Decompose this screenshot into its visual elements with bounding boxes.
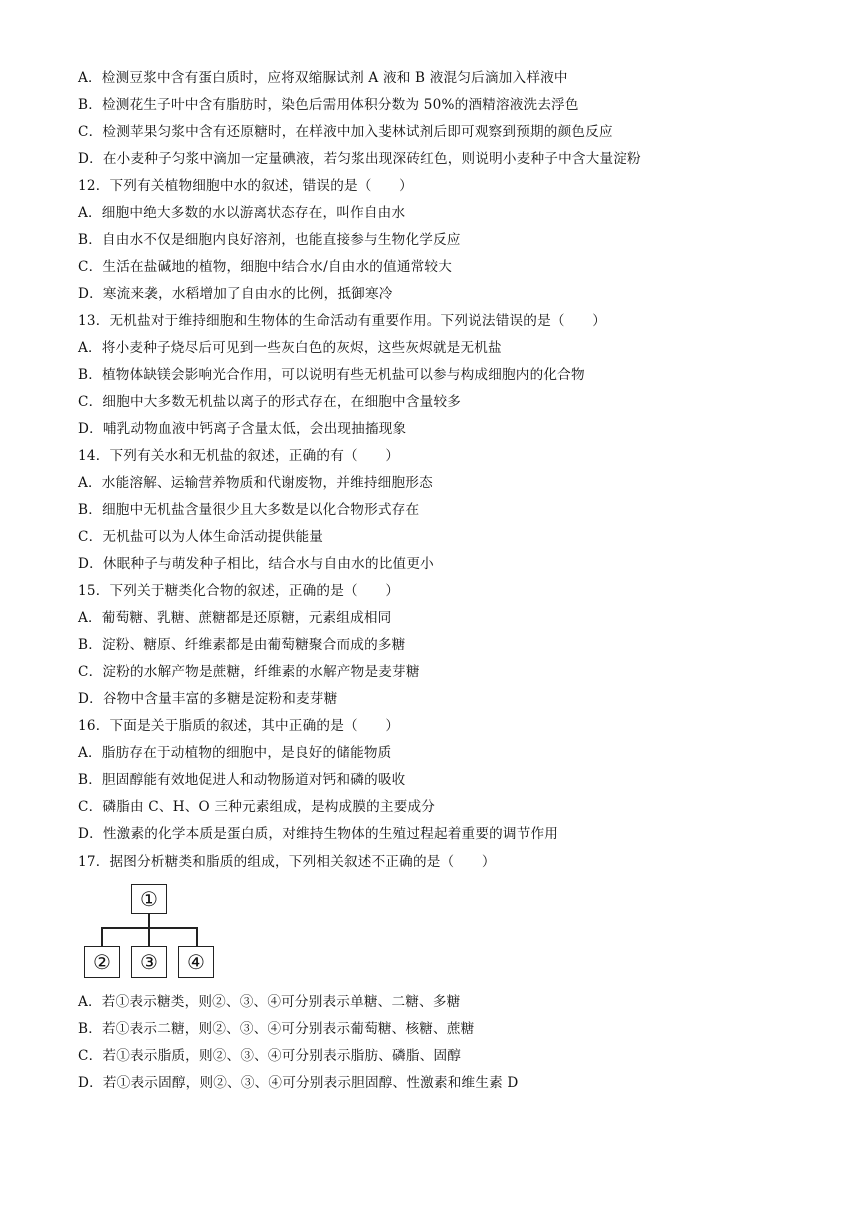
q13-option-a: A．将小麦种子烧尽后可见到一些灰白色的灰烬，这些灰烬就是无机盐 [78, 340, 502, 356]
diagram-top-box: ① [131, 884, 167, 914]
q15-stem: 15．下列关于糖类化合物的叙述，正确的是（ ） [78, 583, 400, 599]
q12-option-a: A．细胞中绝大多数的水以游离状态存在，叫作自由水 [78, 205, 406, 221]
q11-option-a: A．检测豆浆中含有蛋白质时，应将双缩脲试剂 A 液和 B 液混匀后滴加入样液中 [78, 70, 568, 86]
q17-option-a: A．若①表示糖类，则②、③、④可分别表示单糖、二糖、多糖 [78, 994, 461, 1010]
q13-option-d: D．哺乳动物血液中钙离子含量太低，会出现抽搐现象 [78, 421, 407, 437]
q14-stem: 14．下列有关水和无机盐的叙述，正确的有（ ） [78, 448, 400, 464]
q15-option-d: D．谷物中含量丰富的多糖是淀粉和麦芽糖 [78, 691, 338, 707]
q17-option-d: D．若①表示固醇，则②、③、④可分别表示胆固醇、性激素和维生素 D [78, 1075, 519, 1091]
q16-option-a: A．脂肪存在于动植物的细胞中，是良好的储能物质 [78, 745, 392, 761]
q12-stem: 12．下列有关植物细胞中水的叙述，错误的是（ ） [78, 178, 413, 194]
q14-option-a: A．水能溶解、运输营养物质和代谢废物，并维持细胞形态 [78, 475, 433, 491]
q16-option-c: C．磷脂由 C、H、O 三种元素组成，是构成膜的主要成分 [78, 799, 436, 815]
q16-option-b: B．胆固醇能有效地促进人和动物肠道对钙和磷的吸收 [78, 772, 406, 788]
q13-option-c: C．细胞中大多数无机盐以离子的形式存在，在细胞中含量较多 [78, 394, 462, 410]
q12-option-b: B．自由水不仅是细胞内良好溶剂，也能直接参与生物化学反应 [78, 232, 461, 248]
diagram-stem-line [148, 914, 150, 927]
diagram-child-box-4: ④ [178, 946, 214, 978]
q16-option-d: D．性激素的化学本质是蛋白质，对维持生物体的生殖过程起着重要的调节作用 [78, 826, 559, 842]
q14-option-c: C．无机盐可以为人体生命活动提供能量 [78, 529, 324, 545]
q13-stem: 13．无机盐对于维持细胞和生物体的生命活动有重要作用。下列说法错误的是（ ） [78, 313, 607, 329]
diagram-child-box-2: ② [84, 946, 120, 978]
q12-option-c: C．生活在盐碱地的植物，细胞中结合水/自由水的值通常较大 [78, 259, 453, 275]
q17-option-b: B．若①表示二糖，则②、③、④可分别表示葡萄糖、核糖、蔗糖 [78, 1021, 475, 1037]
q12-option-d: D．寒流来袭，水稻增加了自由水的比例，抵御寒冷 [78, 286, 393, 302]
diagram-right-drop-line [196, 927, 198, 946]
q15-option-b: B．淀粉、糖原、纤维素都是由葡萄糖聚合而成的多糖 [78, 637, 406, 653]
q16-stem: 16．下面是关于脂质的叙述，其中正确的是（ ） [78, 718, 400, 734]
diagram-child-box-3: ③ [131, 946, 167, 978]
composition-tree-diagram [80, 884, 220, 984]
q14-option-d: D．休眠种子与萌发种子相比，结合水与自由水的比值更小 [78, 556, 434, 572]
q15-option-a: A．葡萄糖、乳糖、蔗糖都是还原糖，元素组成相同 [78, 610, 392, 626]
q11-option-c: C．检测苹果匀浆中含有还原糖时，在样液中加入斐林试剂后即可观察到预期的颜色反应 [78, 124, 613, 140]
q11-option-d: D．在小麦种子匀浆中滴加一定量碘液，若匀浆出现深砖红色，则说明小麦种子中含大量淀粉 [78, 151, 641, 167]
q14-option-b: B．细胞中无机盐含量很少且大多数是以化合物形式存在 [78, 502, 420, 518]
q13-option-b: B．植物体缺镁会影响光合作用，可以说明有些无机盐可以参与构成细胞内的化合物 [78, 367, 585, 383]
diagram-middle-drop-line [148, 927, 150, 946]
q15-option-c: C．淀粉的水解产物是蔗糖，纤维素的水解产物是麦芽糖 [78, 664, 420, 680]
q17-option-c: C．若①表示脂质，则②、③、④可分别表示脂肪、磷脂、固醇 [78, 1048, 462, 1064]
diagram-left-drop-line [101, 927, 103, 946]
q11-option-b: B．检测花生子叶中含有脂肪时，染色后需用体积分数为 50%的酒精溶液洗去浮色 [78, 97, 579, 113]
q17-stem: 17．据图分析糖类和脂质的组成，下列相关叙述不正确的是（ ） [78, 854, 496, 870]
